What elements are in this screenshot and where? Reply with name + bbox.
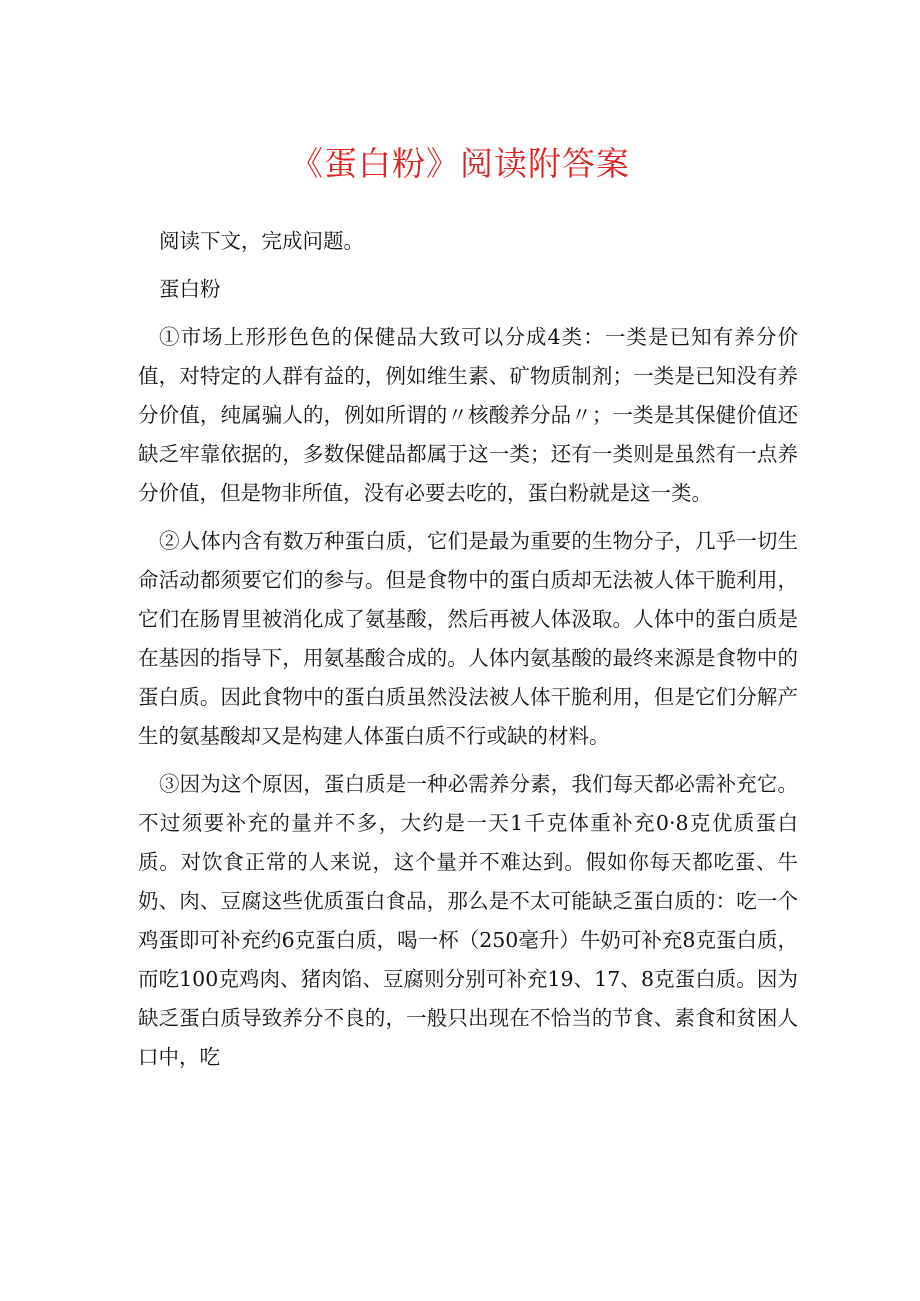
article-title: 蛋白粉 [159,277,221,301]
paragraph-2: ②人体内含有数万种蛋白质，它们是最为重要的生物分子，几乎一切生命活动都须要它们的参与。但是食物中的蛋白质却无法被人体干脆利用，它们在肠胃里被消化成了氨基酸，然后再被人体汲取。人体中的蛋白质是在基因的指导下，用氨基酸合成的。人体内氨基酸的最终来源是食物中的蛋白质。因此食物中的蛋白质虽然没法被人体干脆利用，但是它们分解产生的氨基酸却又是构建人体蛋白质不行或缺的材料。 [138,529,798,748]
intro-line: 阅读下文，完成问题。 [159,229,364,253]
paragraph-3: ③因为这个原因，蛋白质是一种必需养分素，我们每天都必需补充它。不过须要补充的量并不多，大约是一天1千克体重补充0·8克优质蛋白质。对饮食正常的人来说，这个量并不难达到。假如你每天都吃蛋、牛奶、肉、豆腐这些优质蛋白食品，那么是不太可能缺乏蛋白质的：吃一个鸡蛋即可补充约6克蛋白质，喝一杯（250毫升）牛奶可补充8克蛋白质，而吃100克鸡肉、猪肉馅、豆腐则分别可补充19、17、8克蛋白质。因为缺乏蛋白质导致养分不良的，一般只出现在不恰当的节食、素食和贫困人口中，吃 [138,772,798,1069]
document-title: 《蛋白粉》阅读附答案 [290,144,630,183]
document-body [138,222,798,1086]
paragraph-1: ①市场上形形色色的保健品大致可以分成4类：一类是已知有养分价值，对特定的人群有益的，例如维生素、矿物质制剂；一类是已知没有养分价值，纯属骗人的，例如所谓的〃核酸养分品〃；一类是其保健价值还缺乏牢靠依据的，多数保健品都属于这一类；还有一类则是虽然有一点养分价值，但是物非所值，没有必要去吃的，蛋白粉就是这一类。 [138,325,798,505]
